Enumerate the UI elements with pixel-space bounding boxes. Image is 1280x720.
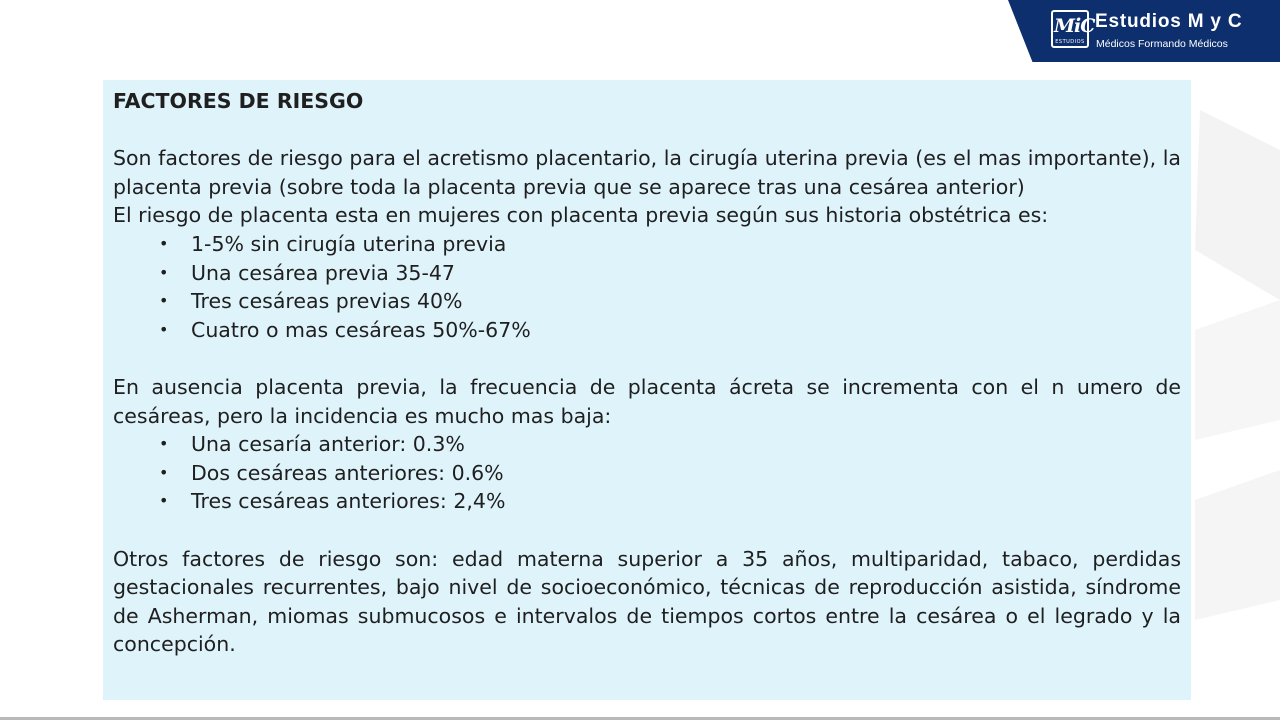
list-item bbox=[159, 230, 1181, 259]
bullet-icon: • bbox=[159, 262, 169, 282]
brand-logo-sub: ESTUDIOS bbox=[1055, 39, 1085, 45]
absence-list bbox=[113, 430, 1181, 516]
list-item-text: Tres cesáreas previas 40% bbox=[191, 289, 463, 314]
list-item bbox=[159, 287, 1181, 316]
bullet-icon: • bbox=[159, 291, 169, 311]
spacer bbox=[113, 116, 1181, 145]
list-item bbox=[159, 259, 1181, 288]
list-item-text: 1-5% sin cirugía uterina previa bbox=[191, 231, 507, 256]
brand-logo bbox=[1051, 10, 1095, 48]
intro-paragraph: Son factores de riesgo para el acretismo placentario, la cirugía uterina previa (es el mas importante), la placenta previa (sobre toda la placenta previa que se aparece tras una cesárea anterior) bbox=[113, 146, 1181, 199]
list-item-text: Tres cesáreas anteriores: 2,4% bbox=[191, 489, 506, 514]
risk-intro-paragraph: El riesgo de placenta esta en mujeres con placenta previa según sus historia obstétrica es: bbox=[113, 203, 1049, 228]
bullet-icon: • bbox=[159, 434, 169, 454]
brand-name: Estudios M y C bbox=[1095, 11, 1243, 32]
bullet-icon: • bbox=[159, 491, 169, 511]
list-item bbox=[159, 487, 1181, 516]
list-item bbox=[159, 459, 1181, 488]
brand-tagline: Médicos Formando Médicos bbox=[1096, 38, 1228, 50]
spacer bbox=[113, 344, 1181, 373]
list-item bbox=[159, 430, 1181, 459]
list-item-text: Cuatro o mas cesáreas 50%-67% bbox=[191, 317, 531, 342]
bullet-icon: • bbox=[159, 319, 169, 339]
slide-title: FACTORES DE RIESGO bbox=[113, 89, 364, 113]
list-item bbox=[159, 316, 1181, 345]
other-factors-paragraph: Otros factores de riesgo son: edad materna superior a 35 años, multiparidad, tabaco, perdidas gestacionales recurrentes, bajo nivel de socioeconómico, técnicas de reproducción asistida, síndrome de Asherman, miomas submucosos e intervalos de tiempos cortos entre la cesárea o el legrado y la concepción. bbox=[113, 546, 1181, 657]
bullet-icon: • bbox=[159, 462, 169, 482]
brand-logo-mark: MiC bbox=[1054, 15, 1095, 37]
list-item-text: Una cesaría anterior: 0.3% bbox=[191, 432, 465, 457]
list-item-text: Dos cesáreas anteriores: 0.6% bbox=[191, 460, 504, 485]
list-item-text: Una cesárea previa 35-47 bbox=[191, 260, 455, 285]
slide-content bbox=[103, 80, 1191, 700]
absence-paragraph: En ausencia placenta previa, la frecuencia de placenta ácreta se incrementa con el n umero de cesáreas, pero la incidencia es mucho mas baja: bbox=[113, 374, 1181, 428]
spacer bbox=[113, 516, 1181, 545]
risk-list bbox=[113, 230, 1181, 344]
bullet-icon: • bbox=[159, 233, 169, 253]
